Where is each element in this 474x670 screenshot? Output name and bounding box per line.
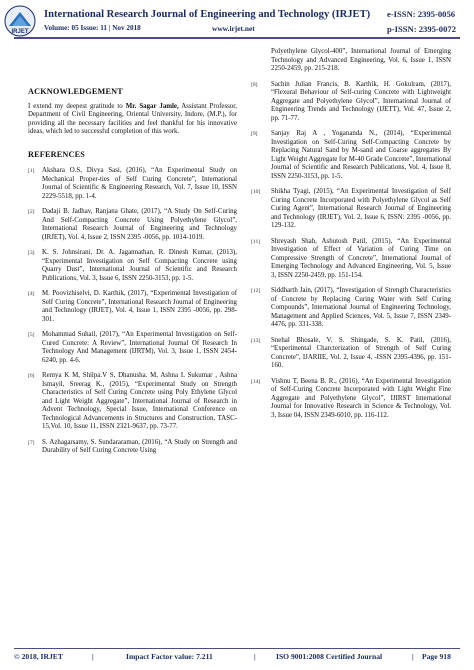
- reference-number: [12]: [251, 288, 261, 294]
- reference-item: [8] Sachin Julian Francis, B. Karthik, H. Gokulram, (2017), “Flexural Behaviour of Self-curing Concrete with Lightweight Aggregate and Polyethylene Glycol”, International Journal of Engineering Trends and Technology (IJETT), Vol. 47, Issue 2, pp. 71-77.: [251, 80, 451, 122]
- footer-separator: |: [92, 652, 94, 661]
- footer-separator: |: [254, 652, 256, 661]
- logo-text: IRJET: [11, 29, 29, 35]
- reference-number: [8]: [251, 81, 258, 88]
- reference-item: [2] Dadaji B. Jadhav, Ranjana Ghate, (2017), “A Study On Self-Curing And Self-Compacting Concrete Using Polyethylene Glycol”, International Research Journal of Engineering and Technology (IRJET), Vol. 4, Issue 2, ISSN 2395 -0056, pp. 1014-1019.: [28, 208, 237, 241]
- reference-number: [10]: [251, 189, 261, 195]
- reference-item: [13] Snehal Bhosale, V. S. Shingade, S. K. Patil, (2016), “Experimental Charcterization of Strength of Self Curing Concrete”, IJARIIE, Vol. 2, Issue 4, -ISSN 2395-4396, pp. 151-160.: [251, 336, 451, 369]
- reference-number: [6]: [28, 373, 35, 379]
- acknowledged-person: Mr. Sagar Jamle,: [125, 102, 179, 110]
- journal-title: International Research Journal of Engineering and Technology (IRJET): [44, 9, 371, 20]
- reference-number: [11]: [251, 238, 261, 245]
- acknowledgement-text: I extend my deepest gratitude to Mr. Sagar Jamle, Assistant Professor, Department of Civil Engineering, Oriental University, Indore, (M.P.), for providing all the necessary facilities and feel thankful for his innovative ideas, which led to successful completion of this work.: [28, 102, 237, 135]
- reference-item: [4] M. Poovizhiselvi, D. Karthik, (2017), “Experimental Investigation of Self Curing Concrete”, International Research Journal of Engineering and Technology (IRJET), Vol. 4, Issue 1, ISSN 2395 -0056, pp. 298-301.: [28, 290, 237, 323]
- e-issn: e-ISSN: 2395-0056: [387, 9, 456, 19]
- footer-copyright: © 2018, IRJET: [14, 652, 63, 661]
- reference-number: [9]: [251, 131, 258, 137]
- reference-item: [10] Shikha Tyagi, (2015), “An Experimental Investigation of Self Curing Concrete Incorporated with Polyethylene Glycol as Self Curing Agent”, International Research Journal of Engineering and Technology (IRJET), Vol. 2, Issue 6, ISSN: 2395 -0056, pp. 129-132.: [251, 188, 451, 229]
- reference-number: [7]: [28, 439, 35, 446]
- footer-divider: [14, 648, 460, 649]
- reference-number: [1]: [28, 168, 35, 174]
- left-column: [28, 88, 237, 463]
- reference-continuation: Polyethylene Glycol-400”, International Journal of Emerging Technology and Advanced Engineering, Vol. 6, Issue 1, ISSN 2250-2459, pp. 215-218.: [271, 48, 451, 72]
- reference-item: [1] Akshara O.S, Divya Sasi, (2016), “An Experimental Study on Mechanical Proper-ties of Self Curing Concrete”, International Journal of Scientific & Engineering Research, Vol. 7, Issue 10, ISSN 2229-5518, pp. 1-4.: [28, 167, 237, 200]
- reference-number: [13]: [251, 337, 261, 344]
- reference-number: [4]: [28, 291, 35, 297]
- reference-item: [12] Siddharth Jain, (2017), “Investigation of Strength Characteristics of Concrete by Replacing Curing Water with Self Curing Compounds”, International Journal of Engineering Technology, Management and Applied Sciences, Vol. 5, Issue 7, ISSN 2349-4476, pp. 331-338.: [251, 287, 451, 328]
- reference-item: [3] K. S. Johnsirani, Dr. A. Jagannathan, R. Dinesh Kumar, (2013), “Experimental Investigation on Self Compacting Concrete using Quarry Dust”, International Journal of Scientific and Research Publications, Vol. 3, Issue 6, ISSN 2250-3153, pp. 1-5.: [28, 249, 237, 282]
- reference-item: [14] Vishnu T, Beena B. R., (2016), “An Experimental Investigation of Self-Curing Concrete Incorporated with Light Weight Fine Aggregate and Polyethylene Glycol”, IJIRST International Journal for Innovative Research in Science & Technology, Vol. 3, Issue 04, ISSN 2349-6010, pp. 116-112.: [251, 377, 451, 419]
- reference-number: [2]: [28, 209, 35, 215]
- references-heading: REFERENCES: [28, 149, 86, 159]
- reference-number: [14]: [251, 378, 261, 385]
- footer-impact-factor: Impact Factor value: 7.211: [126, 652, 213, 661]
- header-divider: [14, 37, 460, 39]
- footer-iso: ISO 9001:2008 Certified Journal: [276, 652, 383, 661]
- irjet-logo: [3, 4, 37, 38]
- journal-url[interactable]: www.irjet.net: [212, 24, 255, 33]
- right-column: [251, 48, 451, 427]
- reference-item: [11] Shreyash Shah, Ashutosh Patil, (2015), “An Experimental Investigation of Effect of Variation of Curing Time on Compressive Strength of Concrete”, International Journal of Emerging Technology and Advanced Engineering, Vol. 5, Issue 3, ISSN 2250-2459, pp. 151-154.: [251, 237, 451, 279]
- footer-separator: |: [412, 652, 414, 661]
- footer-page-number: Page 918: [422, 652, 451, 661]
- reference-item: [7] S. Azhagarsamy, S. Sundararaman, (2016), “A Study on Strength and Durability of Self Curing Concrete Using: [28, 438, 237, 454]
- reference-item: [5] Mohammad Suhail, (2017), “An Experimental Investigation on Self-Cured Concrete: A Review”, International Journal Of Research In Technology And Management (IJRTM), Vol. 3, Issue 1, ISSN 2454-6240, pp. 4-6.: [28, 331, 237, 364]
- page-header: [0, 0, 474, 44]
- reference-number: [5]: [28, 332, 35, 338]
- volume-issue: Volume: 05 Issue: 11 | Nov 2018: [44, 24, 141, 32]
- reference-number: [3]: [28, 250, 35, 256]
- reference-item: [6] Remya K M, Shilpa.V S, Dhanusha. M, Ashna L Sukumar , Ashna Ismayil, Sreerag K., (2015), “Experimental Study on Strength Characteristics of Self Curing Concrete using Poly Ethylene Glycol and Light Weight Aggregate”, International Journal of Research in Advent Technology, Special Issue, International Conference on Technological Advancements in Structures and Construction, TASC-15,Vol. 10, Issue 11, ISSN 2321-9637, pp. 73-77.: [28, 372, 237, 430]
- acknowledgement-heading: ACKNOWLEDGEMENT: [28, 87, 123, 96]
- p-issn: p-ISSN: 2395-0072: [387, 24, 456, 34]
- reference-item: [9] Sanjay Raj A , Yogananda N., (2014), “Experimental Investigation on Self-Curing Self-Compacting Concrete by Replacing Natural Sand by M-sand and Coarse aggregates By Light Weight Aggregate for M-40 Grade Concrete”, International Journal of Scientific and Research Publications, Vol. 4, Issue 8, ISSN 2250-3153, pp. 1-5.: [251, 130, 451, 180]
